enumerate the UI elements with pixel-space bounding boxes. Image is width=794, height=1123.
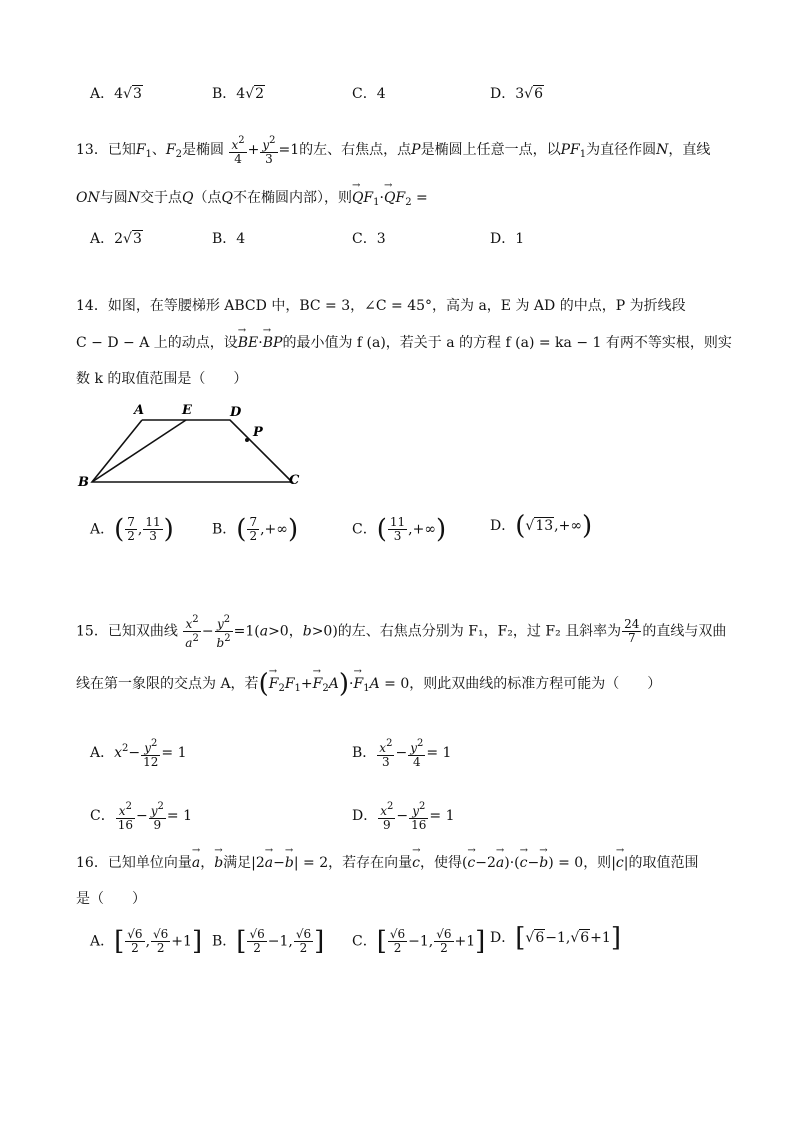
q16-line2: 是（ ） bbox=[76, 891, 146, 907]
label-a: A bbox=[134, 403, 145, 418]
q16-option-d: D．[√6−1,√6+1] bbox=[490, 923, 621, 953]
q13-option-a: A．2√3 bbox=[90, 231, 142, 247]
label-e: E bbox=[182, 403, 192, 418]
label-c: C bbox=[289, 473, 300, 488]
q16-option-a: A．[ $\frac{√6}{2}$ , $\frac{√6}{2}$ +1] bbox=[90, 926, 203, 957]
segment-be bbox=[92, 420, 186, 482]
q14-option-b: B．( $\frac{7}{2}$ ,+∞) bbox=[212, 514, 299, 545]
label-d: D bbox=[230, 405, 242, 420]
q14-line3: 数 k 的取值范围是（ ） bbox=[76, 371, 248, 387]
q14-line1: 14．如图，在等腰梯形 ABCD 中，BC = 3，∠C = 45°，高为 a，E 为 AD 的中点，P 为折线段 bbox=[76, 298, 686, 314]
q12-option-a: A．4√3 bbox=[90, 86, 142, 102]
q15-option-b: B． $\frac{x^2}{3}$ − $\frac{y^2}{4}$ = 1 bbox=[352, 738, 452, 769]
q12-option-b: B．4√2 bbox=[212, 86, 265, 102]
q13-line1: 13．已知$F_1$、$F_2$是椭圆 $\frac{x^2}{4}$ + $\frac{y^2}{3}$ =1的左、右焦点，点P是椭圆上任意一点，以$PF_1$为直径作圆N，直线 bbox=[76, 135, 711, 166]
q16-option-b: B．[ $\frac{√6}{2}$ −1, $\frac{√6}{2}$ ] bbox=[212, 926, 325, 957]
q15-line2: 线在第一象限的交点为 A，若(→ $F_2F_1+\to F_2A)\cdot\to F_1A = 0$，则此双曲线的标准方程可能为（ ） bbox=[76, 674, 734, 699]
trapezoid-figure bbox=[70, 398, 320, 498]
q12-option-c: C．4 bbox=[352, 86, 386, 102]
q13-option-c: C．3 bbox=[352, 231, 386, 247]
q14-option-d: D．(√13,+∞) bbox=[490, 511, 593, 541]
label-p: P bbox=[253, 425, 263, 440]
q15-option-d: D． $\frac{x^2}{9}$ − $\frac{y^2}{16}$ = 1 bbox=[352, 801, 455, 832]
q16-option-c: C．[ $\frac{√6}{2}$ −1, $\frac{√6}{2}$ +1] bbox=[352, 926, 486, 957]
q13-line2: ON与圆N交于点Q（点Q不在椭圆内部），则→ $QF_1\cdot\to QF_2$ = bbox=[76, 188, 734, 213]
q15-option-c: C． $\frac{x^2}{16}$ − $\frac{y^2}{9}$ = 1 bbox=[90, 801, 192, 832]
label-b: B bbox=[78, 475, 89, 490]
q15-line1: 15．已知双曲线 $\frac{x^2}{a^2}$ − $\frac{y^2}{b^2}$ =1(a>0，b>0)的左、右焦点分别为 F₁，F₂，过 F₂ 且斜率为 $\frac{24}{7}$ 的直线与双曲 bbox=[76, 614, 727, 650]
point-p bbox=[245, 438, 249, 442]
q16-line1: 16．已知单位向量→ a，→ b满足|2→ a−→ b| = 2，若存在向量→ c，使得(→ c−2→ a)·(→ c−→ b) = 0，则|→ c|的取值范围 bbox=[76, 853, 734, 873]
q14-option-c: C．( $\frac{11}{3}$ ,+∞) bbox=[352, 514, 447, 545]
q13-option-d: D．1 bbox=[490, 231, 525, 247]
q13-option-b: B．4 bbox=[212, 231, 246, 247]
q15-option-a: A．$x^2-$ $\frac{y^2}{12}$ = 1 bbox=[90, 738, 187, 769]
q14-option-a: A．( $\frac{7}{2}$ , $\frac{11}{3}$ ) bbox=[90, 514, 174, 545]
q12-option-d: D．3√6 bbox=[490, 86, 543, 102]
q14-line2: C − D − A 上的动点，设→ BE·→ BP的最小值为 f (a)，若关于 a 的方程 f (a) = ka − 1 有两不等实根，则实 bbox=[76, 333, 734, 353]
